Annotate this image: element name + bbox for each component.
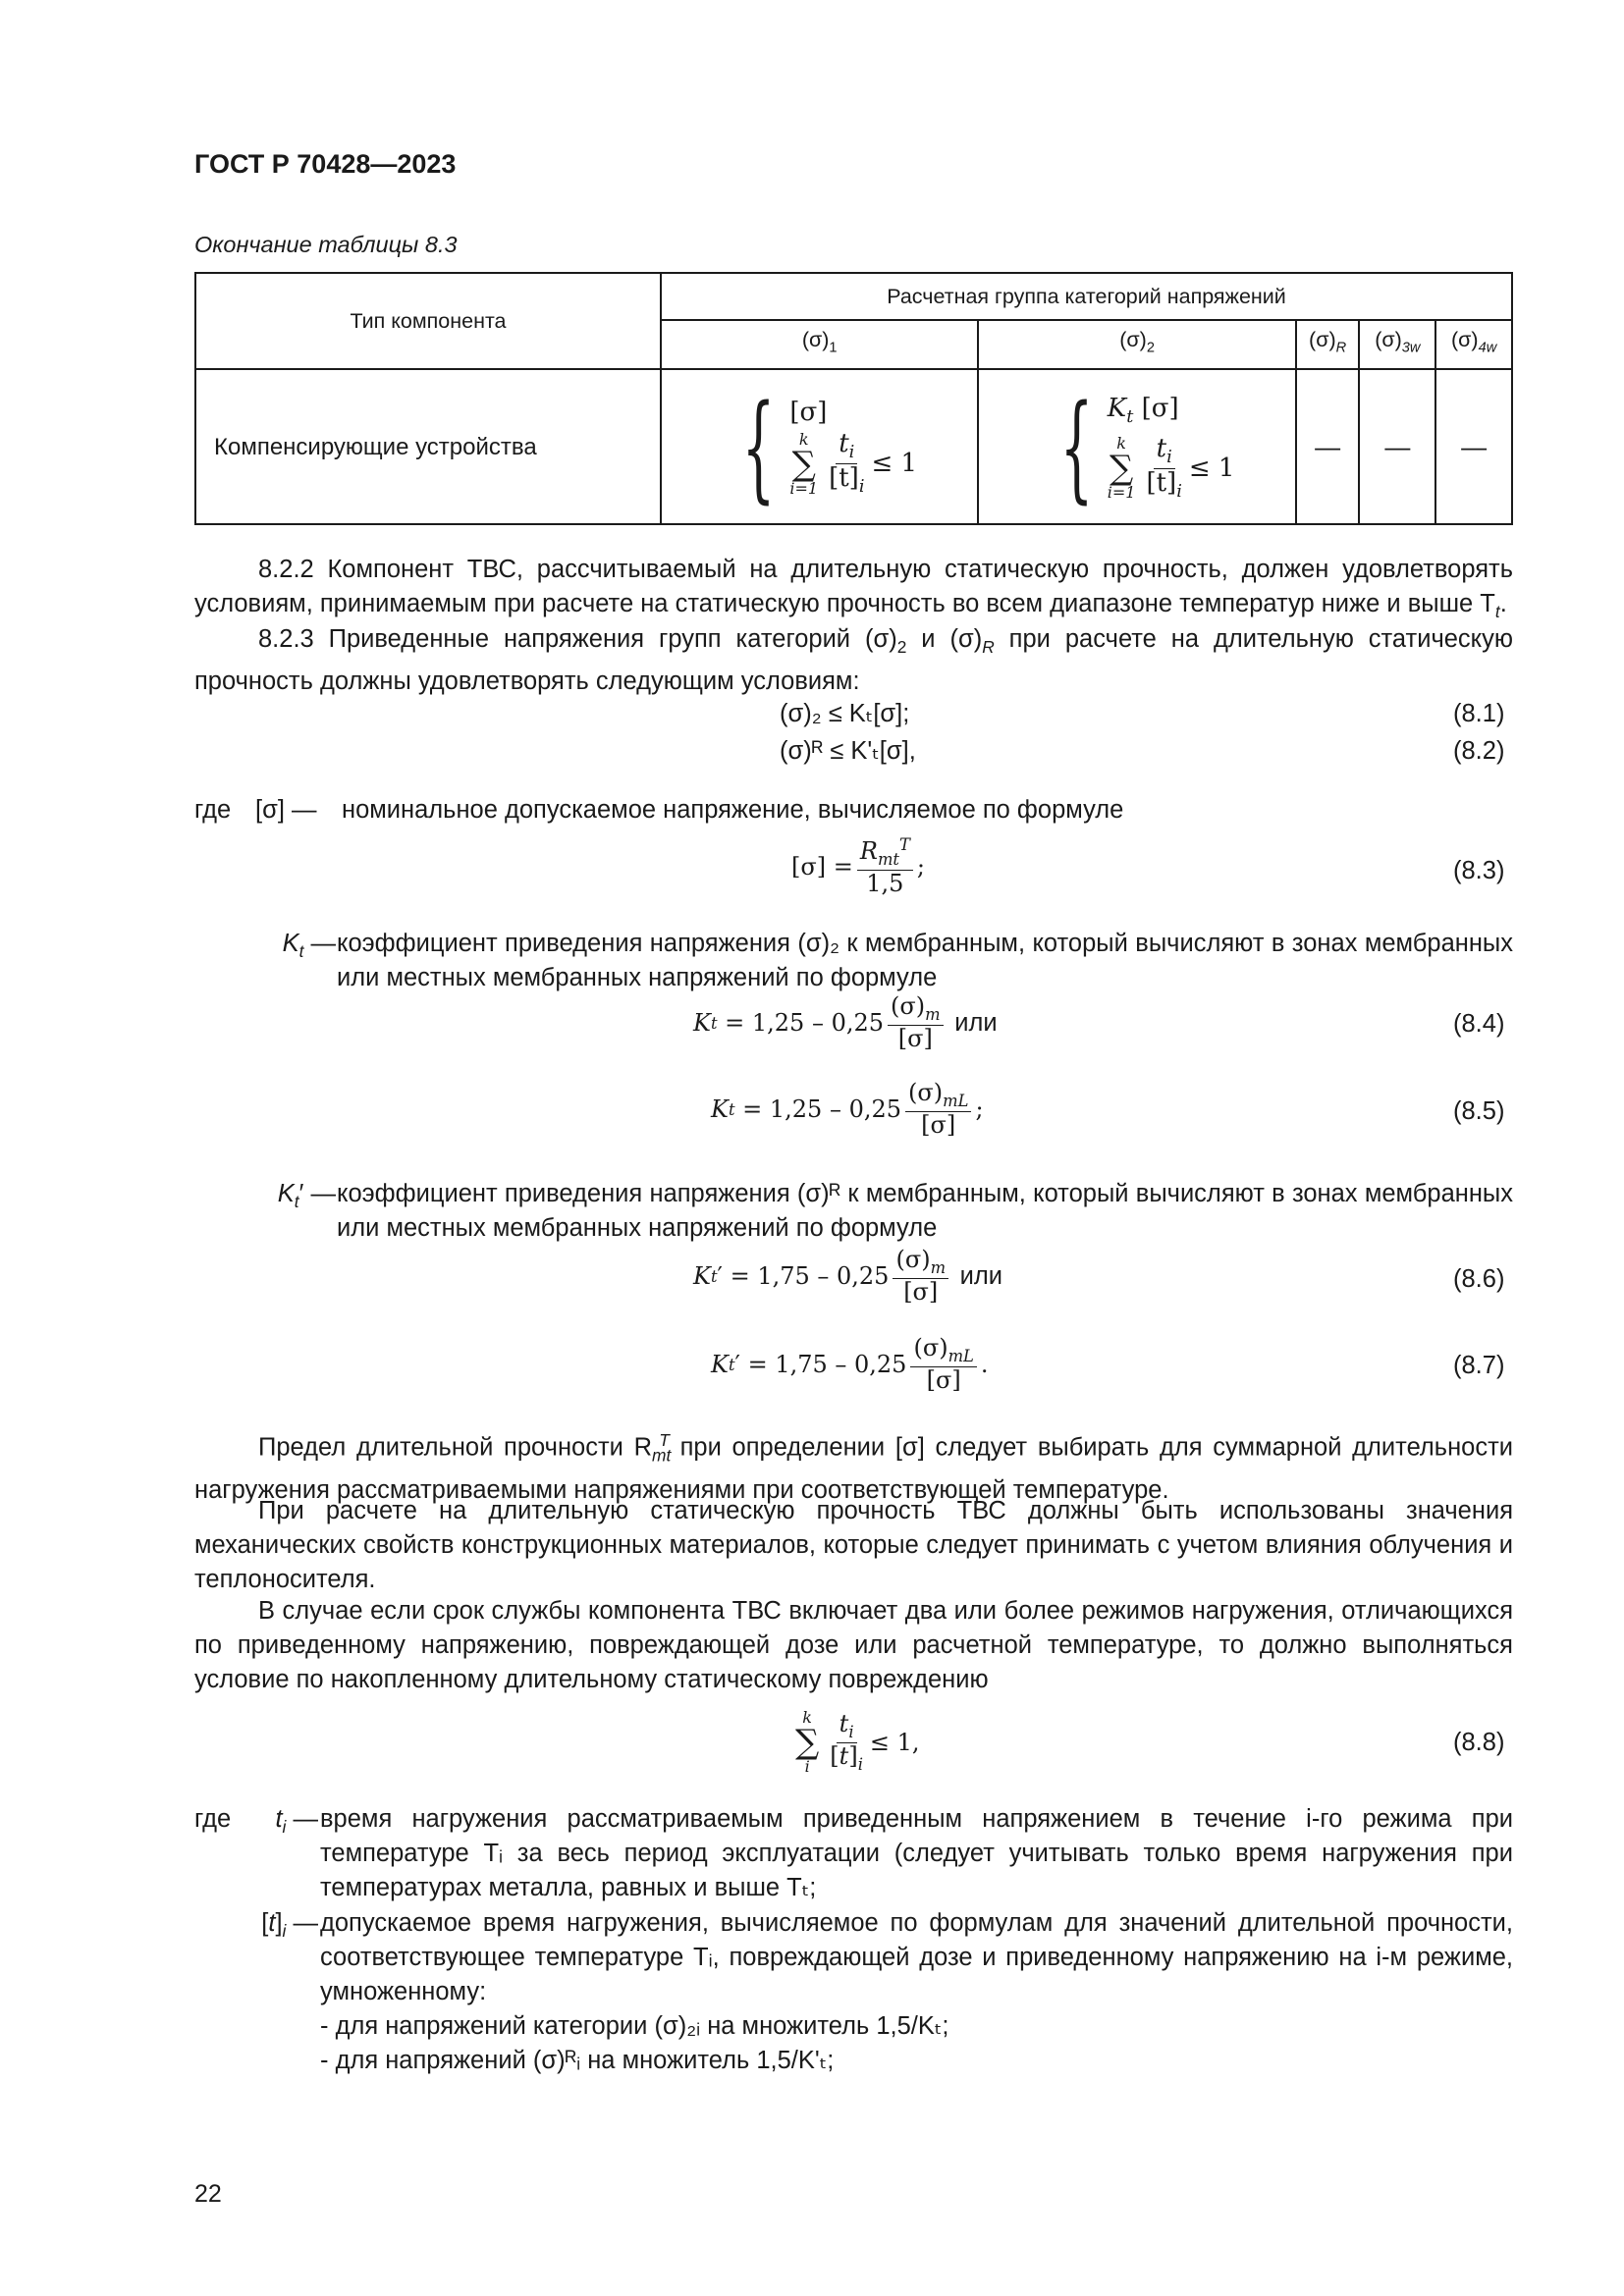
equation-8-1: (σ)₂ ≤ Kₜ[σ];: [780, 700, 910, 727]
sigma-definition: номинальное допускаемое напряжение, вычисляемое по формуле: [342, 796, 1124, 824]
paragraph-loading-modes: В случае если срок службы компонента ТВС включает два или более режимов нагружения, отличающихся по приведенному напряжению, повреждающей дозе или расчетной температуре, то должно выполняться условие по накопленному длительному статическому повреждению: [194, 1597, 1513, 1693]
table-col-sigma4w: $(\sigma)_{4w}$: [1435, 320, 1512, 369]
table-col-sigma2: $(\sigma)_2$: [978, 320, 1295, 369]
equation-number-8-1: (8.1): [1453, 700, 1505, 727]
table-cell-sigma2-formula: { $K_t$ [σ] k ∑ i=1 $\frac{t_i}{[t]_i}$ ≤ 1: [978, 369, 1295, 524]
equation-number-8-6: (8.6): [1453, 1265, 1505, 1293]
equation-8-2: (σ)ᴿ ≤ K'ₜ[σ],: [780, 737, 916, 765]
t-allowed-definition: допускаемое время нагружения, вычисляемое по формулам для значений длительной прочности, соответствующее температуре Tᵢ, повреждающей дозе и приведенному напряжению на i-м режиме, умноженному:: [320, 1909, 1513, 2005]
table-col-sigma1: $(\sigma)_1$: [661, 320, 978, 369]
equation-number-8-2: (8.2): [1453, 737, 1505, 765]
kt-symbol: $K_t$ —: [282, 930, 336, 962]
equation-8-3: [σ] = $\frac{R_{mt}^T}{1,5}$ ;: [791, 835, 925, 897]
paragraph-8-2-3: 8.2.3 Приведенные напряжения групп категорий $(\sigma)_2$ и $(\sigma)_R$ при расчете на длительную статическую прочность должны удовлетворять следующим условиям:: [194, 625, 1513, 696]
table-col-sigmaR: $(\sigma)_R$: [1296, 320, 1360, 369]
where-label: где: [194, 796, 232, 824]
document-code: ГОСТ Р 70428—2023: [194, 149, 457, 179]
table-cell-sigma3w: —: [1359, 369, 1435, 524]
table-caption: Окончание таблицы 8.3: [194, 232, 458, 257]
table-col-sigma3w: $(\sigma)_{3w}$: [1359, 320, 1435, 369]
ktp-definition: коэффициент приведения напряжения (σ)ᴿ к мембранным, который вычисляют в зонах мембранных или местных мембранных напряжений по формуле: [337, 1180, 1513, 1242]
equation-8-8: k ∑ i $\frac{t_i}{[t]_i}$ ≤ 1,: [795, 1708, 920, 1776]
equation-number-8-5: (8.5): [1453, 1097, 1505, 1125]
paragraph-rupture-strength: Предел длительной прочности $R_{mt}^T$ при определении [σ] следует выбирать для суммарной длительности нагружения рассматриваемыми напряжениями при соответствующей температуре.: [194, 1430, 1514, 1504]
sigma-symbol: [σ] —: [255, 796, 317, 824]
equation-8-4: K t = 1,25 – 0,25 $\frac{(\sigma)_m}{[\sigma]}$ или: [693, 992, 998, 1052]
equation-8-5: K t = 1,25 – 0,25 $\frac{(\sigma)_{mL}}{[\sigma]}$ ;: [711, 1079, 984, 1139]
equation-number-8-7: (8.7): [1453, 1352, 1505, 1379]
ti-definition: время нагружения рассматриваемым приведенным напряжением в течение i-го режима при температуре Tᵢ за весь период эксплуатации (следует учитывать только время нагружения при температурах металла, равных и выше Tₜ;: [320, 1805, 1513, 1901]
multiplier-bullet-1: - для напряжений категории (σ)₂ᵢ на множитель 1,5/Kₜ;: [320, 2012, 949, 2040]
table-cell-sigma1-formula: { [σ] k ∑ i=1 $\frac{t_i}{[t]_i}$ ≤ 1: [661, 369, 978, 524]
stress-category-table: [194, 272, 1513, 525]
paragraph-material-properties: При расчете на длительную статическую прочность ТВС должны быть использованы значения механических свойств конструкционных материалов, которые следует принимать с учетом влияния облучения и теплоносителя.: [194, 1497, 1513, 1593]
t-allowed-symbol: $[t]_i$ —: [261, 1909, 318, 1942]
table-header-type: Тип компонента: [195, 273, 661, 369]
equation-8-6: K t ′ = 1,75 – 0,25 $\frac{(\sigma)_m}{[\sigma]}$ или: [693, 1246, 1003, 1306]
equation-number-8-8: (8.8): [1453, 1729, 1505, 1756]
equation-number-8-3: (8.3): [1453, 857, 1505, 884]
equation-number-8-4: (8.4): [1453, 1010, 1505, 1038]
table-row-label: Компенсирующие устройства: [195, 369, 661, 524]
table-cell-sigmaR: —: [1296, 369, 1360, 524]
table-cell-sigma4w: —: [1435, 369, 1512, 524]
page-number: 22: [194, 2180, 222, 2208]
table-header-group: Расчетная группа категорий напряжений: [661, 273, 1512, 320]
ktp-symbol: $K_t'$ —: [277, 1180, 336, 1212]
equation-8-7: K t ′ = 1,75 – 0,25 $\frac{(\sigma)_{mL}}{[\sigma]}$ .: [711, 1334, 989, 1394]
multiplier-bullet-2: - для напряжений (σ)ᴿᵢ на множитель 1,5/K'ₜ;: [320, 2047, 835, 2074]
paragraph-8-2-2: 8.2.2 Компонент ТВС, рассчитываемый на длительную статическую прочность, должен удовлетворять условиям, принимаемым при расчете на статическую прочность во всем диапазоне температур ниже и выше $T_t$.: [194, 556, 1513, 622]
where-label-2: где: [194, 1805, 232, 1833]
kt-definition: коэффициент приведения напряжения (σ)₂ к мембранным, который вычисляют в зонах мембранных или местных мембранных напряжений по формуле: [337, 930, 1513, 991]
ti-symbol: $t_i$ —: [275, 1805, 318, 1838]
